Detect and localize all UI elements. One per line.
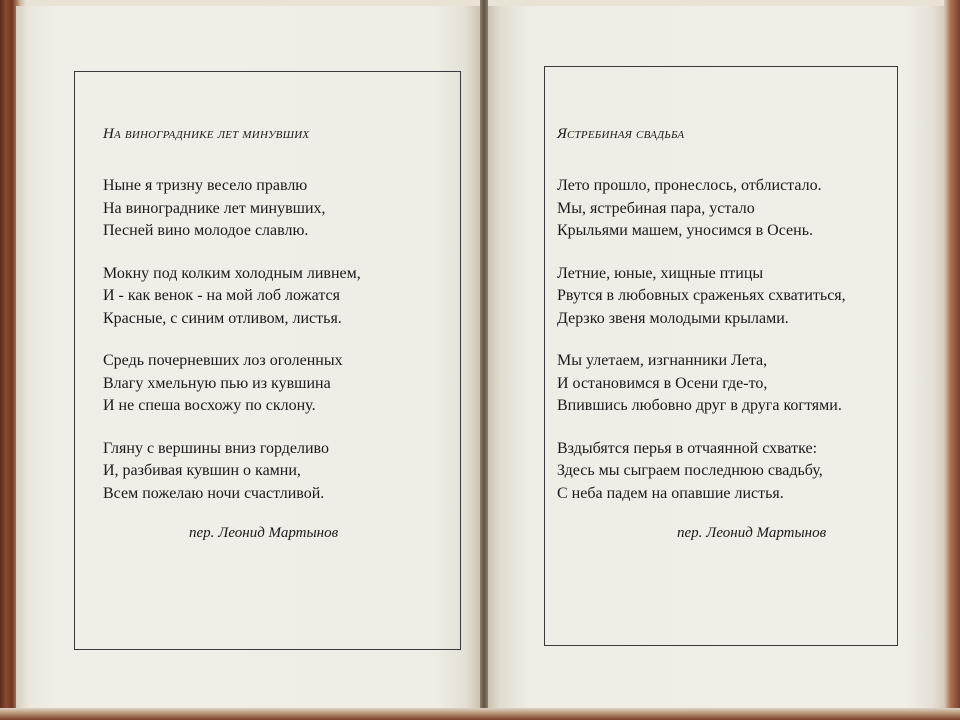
translator-credit: пер. Леонид Мартынов [677,525,827,541]
stanza [103,350,443,418]
poem-line: Мы, ястребиная пара, устало [557,199,755,217]
poem-line: Вздыбятся перья в отчаянной схватке: [557,439,818,457]
poem-line: Рвутся в любовных сраженьях схватиться, [557,287,846,304]
right-poem [557,126,897,542]
poem-line: И остановимся в Осени где-то, [557,374,768,392]
stanza [103,438,443,506]
poem-line: Песней вино молодое славлю. [103,222,309,239]
poem-line: Гляну с вершины вниз горделиво [103,439,329,457]
poem-line: Дерзко звеня молодыми крылами. [557,309,789,327]
poem-line: Лето прошло, пронеслось, отблистало. [557,177,822,194]
stanza [557,438,897,506]
poem-line: На винограднике лет минувших, [103,199,326,217]
poem-line: Красные, с синим отливом, листья. [103,309,342,327]
poem-line: Крыльями машем, уносимся в Осень. [557,222,813,239]
poem-title: Ястребиная свадьба [557,126,685,142]
book-spine [480,0,488,720]
poem-line: Влагу хмельную пью из кувшина [103,374,331,392]
stanza [557,175,897,243]
poem-line: С неба падем на опавшие листья. [557,484,784,502]
poem-line: Средь почерневших лоз оголенных [103,352,343,369]
poem-line: Впившись любовно друг в друга когтями. [557,397,842,414]
poem-line: И - как венок - на мой лоб ложатся [103,287,340,304]
translator-credit: пер. Леонид Мартынов [189,525,339,541]
stanza [103,263,443,331]
poem-title: На винограднике лет минувших [103,126,310,142]
stanza [557,263,897,331]
poem-line: Здесь мы сыграем последнюю свадьбу, [557,462,823,479]
poem-line: Мокну под колким холодным ливнем, [103,264,361,282]
poem-line: Летние, юные, хищные птицы [557,264,764,282]
book-edge-bottom [0,708,960,720]
book-edge-right [944,0,960,720]
poem-line: И не спеша восхожу по склону. [103,397,316,414]
poem-line: И, разбивая кувшин о камни, [103,462,301,479]
stanza [557,350,897,418]
poem-line: Всем пожелаю ночи счастливой. [103,484,325,502]
poem-line: Мы улетаем, изгнанники Лета, [557,352,768,369]
stanza [103,175,443,243]
left-poem [103,126,443,542]
poem-line: Ныне я тризну весело правлю [103,177,308,194]
